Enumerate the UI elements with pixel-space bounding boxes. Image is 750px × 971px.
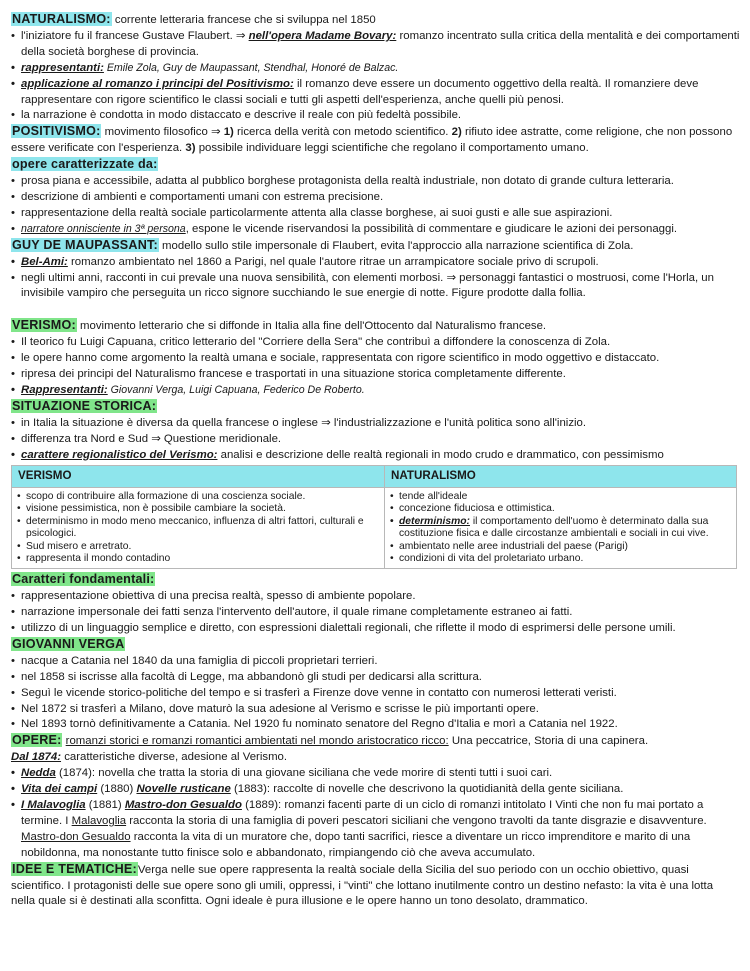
list-item: • concezione fiduciosa e ottimistica.: [390, 503, 731, 515]
list-item: • negli ultimi anni, racconti in cui prevale una nuova sensibilità, con elementi morbosi. ⇒ personaggi fantastici o mostruosi, come l'Horla, un invisibile vampiro che perseguita un ricco signore succhiando le sue energie di notte. Figure prodotte dalla follia.: [11, 271, 740, 303]
list-item: • narrazione impersonale dei fatti senza l'intervento dell'autore, il quale rimane completamente estraneo ai fatti.: [11, 605, 740, 621]
situazione-list: [11, 416, 740, 464]
positivismo-heading: POSITIVISMO:: [12, 124, 101, 139]
list-item: • Il teorico fu Luigi Capuana, critico letterario del "Corriere della Sera" che contribuì a diffondere la conoscenza di Zola.: [11, 335, 740, 351]
positivismo-paragraph: POSITIVISMO: movimento filosofico ⇒ 1) ricerca della verità con metodo scientifico. 2) rifiuto idee astratte, come religione, che non possono essere verificate con l'esperienza. 3) possibile individuare leggi scientifiche che regolano il comportamento umano.: [11, 124, 733, 155]
list-item: • Nel 1893 tornò definitivamente a Catania. Nel 1920 fu nominato senatore del Regno d'Italia e morì a Catania nel 1922.: [11, 717, 740, 733]
list-item: • narratore onnisciente in 3ª persona, espone le vicende riservandosi la possibilità di commentare e giudicare le azioni dei personaggi.: [11, 222, 740, 238]
caratteri-heading: Caratteri fondamentali:: [12, 572, 155, 587]
table-cell-naturalismo: [385, 487, 737, 568]
list-item: • I Malavoglia (1881) Mastro-don Gesualdo (1889): romanzi facenti parte di un ciclo di romanzi intitolato I Vinti che non fu mai portato a termine. I Malavoglia racconta la storia di una famiglia di poveri pescatori siciliani che vengono travolti da tante disgrazie e disavventure. Mastro-don Gesualdo racconta la vita di un muratore che, dopo tanti sacrifici, riesce a diventare un ricco imprenditore e marito di una nobildonna, ma nonostante tutto finisce solo e abbandonato, rimpiangendo ciò che aveva accumulato.: [11, 798, 740, 862]
list-item: • utilizzo di un linguaggio semplice e diretto, con espressioni dialettali regionali, che riflette il modo di esprimersi delle persone umili.: [11, 621, 740, 637]
list-item: • prosa piana e accessibile, adatta al pubblico borghese protagonista della realtà industriale, non dotato di grande cultura letteraria.: [11, 174, 740, 190]
list-item: • rappresentazione della realtà sociale particolarmente attenta alla classe borghese, ai suoi gusti e alle sue aspirazioni.: [11, 206, 740, 222]
dal-1874-line: Dal 1874: caratteristiche diverse, adesione al Verismo.: [11, 751, 288, 764]
maupassant-intro: GUY DE MAUPASSANT: modello sullo stile impersonale di Flaubert, evita l'approccio alla narrazione scientifica di Zola.: [12, 237, 634, 252]
list-item: • applicazione al romanzo i principi del Positivismo: il romanzo deve essere un documento oggettivo della realtà. Il romanziere deve rappresentare con rigore scientifico le classi sociali e tutti gli aspetti dell'esperienza, anche quelli più penosi.: [11, 77, 740, 109]
list-item: • rappresentanti: Emile Zola, Guy de Maupassant, Stendhal, Honoré de Balzac.: [11, 61, 740, 77]
list-item: • nacque a Catania nel 1840 da una famiglia di piccoli proprietari terrieri.: [11, 654, 740, 670]
list-item: • Rappresentanti: Giovanni Verga, Luigi Capuana, Federico De Roberto.: [11, 383, 740, 399]
list-item: • visione pessimistica, non è possibile cambiare la società.: [17, 503, 379, 515]
verga-list: [11, 654, 740, 734]
list-item: • le opere hanno come argomento la realtà umana e sociale, rappresentata con rigore scientifico in modo oggettivo e distaccato.: [11, 351, 740, 367]
list-item: • rappresentazione obiettiva di una precisa realtà, spesso di ambiente popolare.: [11, 589, 740, 605]
opere-heading: OPERE:: [12, 733, 62, 748]
table-cell-verismo: [12, 487, 385, 568]
maupassant-heading: GUY DE MAUPASSANT:: [12, 237, 158, 252]
naturalismo-intro: NATURALISMO: corrente letteraria francese che si sviluppa nel 1850: [12, 12, 376, 26]
list-item: • descrizione di ambienti e comportamenti umani con estrema precisione.: [11, 190, 740, 206]
list-item: • carattere regionalistico del Verismo: analisi e descrizione delle realtà regionali in modo crudo e drammatico, con pessimismo: [11, 448, 740, 464]
list-item: • scopo di contribuire alla formazione di una coscienza sociale.: [17, 491, 379, 503]
situazione-heading: SITUAZIONE STORICA:: [12, 398, 157, 413]
list-item: • determinismo: il comportamento dell'uomo è determinato dalla sua costituzione fisica e dalle circostanze ambientali e sociali in cui vive.: [390, 516, 731, 541]
opere-caratterizzate-list: [11, 174, 740, 238]
list-item: • Sud misero e arretrato.: [17, 541, 379, 553]
naturalismo-heading: NATURALISMO:: [12, 12, 111, 26]
verismo-heading: VERISMO:: [12, 318, 76, 333]
opere-caratterizzate-heading: opere caratterizzate da:: [12, 157, 158, 172]
naturalismo-list: [11, 29, 740, 124]
verga-heading: GIOVANNI VERGA: [12, 636, 125, 651]
list-item: • Bel-Ami: romanzo ambientato nel 1860 a Parigi, nel quale l'autore ritrae un arrampicatore sociale privo di scrupoli.: [11, 255, 740, 271]
list-item: • in Italia la situazione è diversa da quella francese o inglese ⇒ l'industrializzazione e l'unità politica sono all'inizio.: [11, 416, 740, 432]
list-item: • condizioni di vita del proletariato urbano.: [390, 553, 731, 565]
verismo-list: [11, 335, 740, 399]
list-item: • l'iniziatore fu il francese Gustave Flaubert. ⇒ nell'opera Madame Bovary: romanzo incentrato sulla critica della mentalità e dei comportamenti della società borghese di provincia.: [11, 29, 740, 61]
list-item: • ambientato nelle aree industriali del paese (Parigi): [390, 541, 731, 553]
verismo-intro: VERISMO: movimento letterario che si diffonde in Italia alla fine dell'Ottocento dal Naturalismo francese.: [12, 318, 547, 333]
list-item: • rappresenta il mondo contadino: [17, 553, 379, 565]
opere-paragraph: OPERE: romanzi storici e romanzi romantici ambientati nel mondo aristocratico ricco: Una peccatrice, Storia di una capinera.: [12, 733, 649, 748]
idee-paragraph: IDEE E TEMATICHE:Verga nelle sue opere rappresenta la realtà sociale della Sicilia del suo periodo con un occhio obiettivo, quasi scientifico. I protagonisti delle sue opere sono gli umili, oppressi, i "vinti" che lottano inutilmente contro un destino nefasto: la vita è una lotta nella quale si è destinati alla sconfitta. Ogni ideale è pura illusione e le opere hanno un tono desolato, drammatico.: [11, 861, 714, 908]
caratteri-list: [11, 589, 740, 637]
list-item: • differenza tra Nord e Sud ⇒ Questione meridionale.: [11, 432, 740, 448]
list-item: • Seguì le vicende storico-politiche del tempo e si trasferì a Firenze dove venne in contatto con numerosi letterati veristi.: [11, 686, 740, 702]
list-item: • ripresa dei principi del Naturalismo francese e trasportati in una situazione storica completamente differente.: [11, 367, 740, 383]
comparison-table: [11, 465, 737, 569]
list-item: • Nedda (1874): novella che tratta la storia di una giovane siciliana che vede morire di stenti tutti i suoi cari.: [11, 766, 740, 782]
list-item: • determinismo in modo meno meccanico, influenza di altri fattori, culturali e psicologici.: [17, 516, 379, 541]
list-item: • Vita dei campi (1880) Novelle rusticane (1883): raccolte di novelle che descrivono la quotidianità della gente siciliana.: [11, 782, 740, 798]
list-item: • Nel 1872 si trasferì a Milano, dove maturò la sua adesione al Verismo e scrisse le più importanti opere.: [11, 702, 740, 718]
table-header-naturalismo: NATURALISMO: [385, 466, 737, 487]
list-item: • nel 1858 si iscrisse alla facoltà di Legge, ma abbandonò gli studi per dedicarsi alla scrittura.: [11, 670, 740, 686]
list-item: • tende all'ideale: [390, 491, 731, 503]
list-item: • la narrazione è condotta in modo distaccato e descrive il reale con più fedeltà possibile.: [11, 108, 740, 124]
idee-heading: IDEE E TEMATICHE:: [12, 861, 137, 876]
table-header-verismo: VERISMO: [12, 466, 385, 487]
opere-list: [11, 766, 740, 861]
maupassant-list: [11, 255, 740, 303]
